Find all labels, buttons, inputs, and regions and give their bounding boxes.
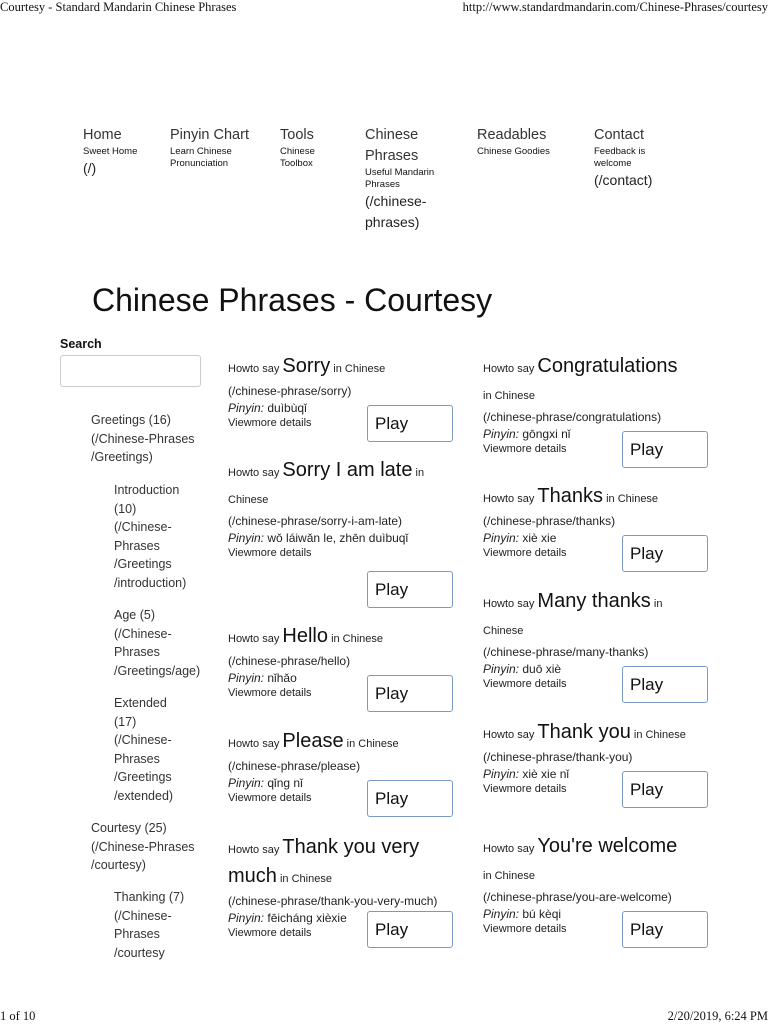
nav-item-readables[interactable] — [477, 125, 577, 158]
pinyin-label: Pinyin: — [228, 531, 265, 545]
print-page-number: 1 of 10 — [0, 1009, 36, 1023]
nav-contact-title[interactable]: Contact — [594, 127, 644, 143]
pinyin-label: Pinyin: — [483, 531, 520, 545]
category-age[interactable]: Age (5) (/Chinese- Phrases /Greetings/age) — [114, 608, 201, 678]
search-label: Search — [60, 337, 102, 351]
phrase-url: (/chinese-phrase/please) — [228, 759, 361, 773]
phrase-text[interactable]: Hello — [282, 625, 328, 647]
nav-item-tools[interactable] — [280, 125, 350, 170]
view-more-link[interactable]: Viewmore details — [228, 792, 312, 804]
in-label: in — [415, 467, 425, 479]
howto-label: Howto say — [483, 598, 535, 610]
play-button[interactable]: Play — [367, 571, 453, 608]
chinese-label: Chinese — [228, 494, 269, 506]
pinyin-label: Pinyin: — [483, 907, 520, 921]
play-button[interactable]: Play — [367, 911, 453, 948]
howto-label: Howto say — [483, 493, 535, 505]
howto-label: Howto say — [483, 729, 535, 741]
search-input[interactable] — [60, 355, 201, 387]
chinese-label: Chinese — [483, 625, 524, 637]
nav-chinese-phrases-title[interactable]: Chinese Phrases — [365, 127, 419, 164]
howto-label: Howto say — [228, 467, 280, 479]
view-more-link[interactable]: Viewmore details — [483, 547, 567, 559]
pinyin-label: Pinyin: — [483, 427, 520, 441]
pinyin-value: nǐhǎo — [267, 671, 297, 685]
in-chinese-label: in Chinese — [483, 870, 535, 882]
print-page-url: http://www.standardmandarin.com/Chinese-Phrases/courtesy — [462, 0, 768, 14]
category-extended[interactable]: Extended (17) (/Chinese- Phrases /Greetings /extended) — [114, 696, 174, 803]
nav-readables-title[interactable]: Readables — [477, 127, 547, 143]
howto-label: Howto say — [228, 738, 280, 750]
pinyin-label: Pinyin: — [483, 767, 520, 781]
in-chinese-label: in Chinese — [331, 633, 384, 645]
phrase-url: (/chinese-phrase/thank-you) — [483, 750, 633, 764]
nav-home-subtitle: Sweet Home — [83, 146, 138, 157]
play-button[interactable]: Play — [367, 675, 453, 712]
phrase-url: (/chinese-phrase/sorry) — [228, 384, 352, 398]
phrase-heading — [483, 721, 715, 744]
play-button[interactable]: Play — [622, 535, 708, 572]
pinyin-label: Pinyin: — [228, 671, 265, 685]
phrase-text[interactable]: Sorry — [282, 355, 331, 377]
phrase-heading — [483, 355, 715, 378]
phrase-text[interactable]: Thank you very much — [228, 836, 420, 887]
phrase-text[interactable]: Congratulations — [537, 355, 678, 377]
view-more-link[interactable]: Viewmore details — [483, 923, 567, 935]
phrase-heading — [228, 459, 460, 482]
view-more-link[interactable]: Viewmore details — [483, 783, 567, 795]
phrase-heading — [483, 590, 715, 613]
play-button[interactable]: Play — [367, 780, 453, 817]
pinyin-value: xiè xie nǐ — [522, 767, 570, 781]
in-label: in — [653, 598, 663, 610]
phrase-card-sorry-i-am-late — [228, 459, 460, 561]
view-more-link[interactable]: Viewmore details — [228, 927, 312, 939]
phrase-heading — [228, 355, 460, 378]
pinyin-value: bú kèqi — [522, 907, 562, 921]
howto-label: Howto say — [483, 843, 535, 855]
phrase-url: (/chinese-phrase/hello) — [228, 654, 351, 668]
howto-label: Howto say — [483, 363, 535, 375]
pinyin-value: duō xiè — [522, 662, 562, 676]
in-chinese-label: in Chinese — [483, 390, 535, 402]
nav-chinese-phrases-url: (/chinese-phrases) — [365, 193, 427, 230]
nav-contact-subtitle: Feedback is welcome — [594, 146, 646, 169]
nav-readables-subtitle: Chinese Goodies — [477, 146, 550, 157]
pinyin-value: gōngxi nǐ — [522, 427, 571, 441]
page-title: Chinese Phrases - Courtesy — [92, 282, 493, 318]
phrase-url: (/chinese-phrase/thank-you-very-much) — [228, 894, 438, 908]
nav-item-home[interactable] — [83, 125, 163, 179]
pinyin-line — [228, 530, 460, 546]
nav-pinyin-chart-subtitle: Learn Chinese Pronunciation — [170, 146, 232, 169]
phrase-text[interactable]: Sorry I am late — [282, 459, 413, 481]
in-chinese-label: in Chinese — [279, 873, 332, 885]
phrase-url: (/chinese-phrase/you-are-welcome) — [483, 890, 672, 904]
in-chinese-label: in Chinese — [606, 493, 659, 505]
main-nav — [0, 125, 768, 245]
nav-item-pinyin-chart[interactable] — [170, 125, 270, 170]
category-thanking[interactable]: Thanking (7) (/Chinese- Phrases /courtesy — [114, 890, 185, 960]
view-more-link[interactable]: Viewmore details — [483, 678, 567, 690]
nav-item-contact[interactable] — [594, 125, 674, 191]
phrase-heading — [483, 485, 715, 508]
phrase-text[interactable]: Thanks — [537, 485, 604, 507]
pinyin-label: Pinyin: — [228, 911, 265, 925]
view-more-link[interactable]: Viewmore details — [228, 687, 312, 699]
play-button[interactable]: Play — [622, 771, 708, 808]
print-page-title: Courtesy - Standard Mandarin Chinese Phrases — [0, 0, 237, 14]
phrase-url: (/chinese-phrase/sorry-i-am-late) — [228, 514, 403, 528]
phrase-text[interactable]: Please — [282, 730, 344, 752]
pinyin-label: Pinyin: — [228, 776, 265, 790]
play-button[interactable]: Play — [622, 911, 708, 948]
category-introduction[interactable]: Introduction (10) (/Chinese- Phrases /Greetings /introduction) — [114, 483, 187, 590]
print-date: 2/20/2019, 6:24 PM — [667, 1009, 768, 1023]
play-button[interactable]: Play — [622, 431, 708, 468]
phrase-text[interactable]: Many thanks — [537, 590, 651, 612]
phrase-url: (/chinese-phrase/thanks) — [483, 514, 616, 528]
nav-home-title[interactable]: Home — [83, 127, 122, 143]
phrase-heading — [228, 834, 460, 892]
in-chinese-label: in Chinese — [346, 738, 399, 750]
phrase-url: (/chinese-phrase/many-thanks) — [483, 645, 649, 659]
in-chinese-label: in Chinese — [333, 363, 386, 375]
phrase-url: (/chinese-phrase/congratulations) — [483, 410, 662, 424]
phrase-heading — [228, 625, 460, 648]
pinyin-value: qǐng nǐ — [267, 776, 303, 790]
pinyin-value: fēicháng xièxie — [267, 911, 347, 925]
howto-label: Howto say — [228, 363, 280, 375]
view-more-link[interactable]: Viewmore details — [483, 443, 567, 455]
nav-tools-title[interactable]: Tools — [280, 127, 314, 143]
nav-tools-subtitle: Chinese Toolbox — [280, 146, 315, 169]
in-chinese-label: in Chinese — [633, 729, 686, 741]
phrase-heading — [483, 835, 715, 858]
nav-home-url: (/) — [83, 160, 97, 176]
howto-label: Howto say — [228, 633, 280, 645]
category-courtesy[interactable]: Courtesy (25) (/Chinese-Phrases /courtesy) — [91, 821, 195, 872]
nav-item-chinese-phrases[interactable] — [365, 125, 437, 233]
view-more-link[interactable]: Viewmore details — [228, 547, 312, 559]
view-more-link[interactable]: Viewmore details — [228, 417, 312, 429]
phrase-heading — [228, 730, 460, 753]
category-greetings[interactable]: Greetings (16) (/Chinese-Phrases /Greetings) — [91, 413, 195, 464]
nav-pinyin-chart-title[interactable]: Pinyin Chart — [170, 127, 249, 143]
pinyin-value: duìbùqǐ — [267, 401, 307, 415]
pinyin-value: wǒ láiwǎn le, zhēn duìbuqǐ — [267, 531, 409, 545]
phrase-text[interactable]: Thank you — [537, 721, 631, 743]
nav-contact-url: (/contact) — [594, 172, 653, 188]
pinyin-label: Pinyin: — [483, 662, 520, 676]
play-button[interactable]: Play — [367, 405, 453, 442]
play-button[interactable]: Play — [622, 666, 708, 703]
nav-chinese-phrases-subtitle: Useful Mandarin Phrases — [365, 167, 435, 190]
howto-label: Howto say — [228, 844, 280, 856]
phrase-text[interactable]: You're welcome — [537, 835, 678, 857]
pinyin-label: Pinyin: — [228, 401, 265, 415]
pinyin-value: xiè xie — [522, 531, 557, 545]
